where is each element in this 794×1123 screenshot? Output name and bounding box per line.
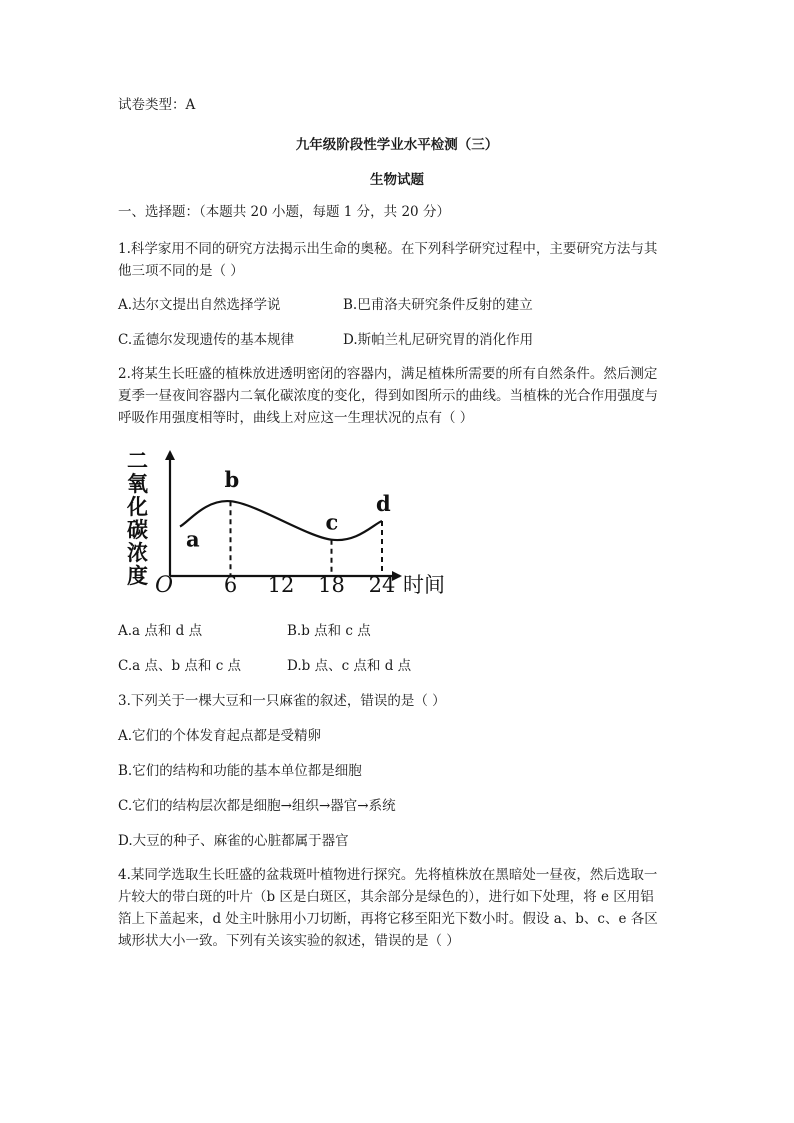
q4-stem-line-2: 片较大的带白斑的叶片（b 区是白斑区，其余部分是绿色的），进行如下处理，将 e 区用铝 <box>118 889 654 905</box>
q4-stem-line-1: 4.某同学选取生长旺盛的盆栽斑叶植物进行探究。先将植株放在黑暗处一昼夜，然后选取一 <box>118 867 658 883</box>
q1-option-b: B.巴甫洛夫研究条件反射的建立 <box>343 297 533 313</box>
y-axis-label-char: 氧 <box>127 471 148 496</box>
q3-stem: 3.下列关于一棵大豆和一只麻雀的叙述，错误的是（ ） <box>118 693 446 709</box>
q2-option-c: C.a 点、b 点和 c 点 <box>118 658 242 674</box>
q1-option-c: C.孟德尔发现遗传的基本规律 <box>118 332 295 348</box>
point-label-b: b <box>224 467 240 493</box>
y-axis-label <box>126 448 149 588</box>
y-axis-label-char: 二 <box>127 448 148 473</box>
x-tick-label: 24 <box>368 573 396 597</box>
x-tick-label: 18 <box>318 573 345 597</box>
co2-chart-svg <box>125 446 475 606</box>
y-axis-label-char: 碳 <box>127 517 148 542</box>
co2-curve <box>180 501 382 540</box>
q4-stem-line-3: 箔上下盖起来，d 处主叶脉用小刀切断，再将它移至阳光下数小时。假设 a、b、c、e 各区 <box>118 911 658 927</box>
q3-option-b: B.它们的结构和功能的基本单位都是细胞 <box>118 763 362 779</box>
x-tick-label: 12 <box>267 573 295 597</box>
q1-option-a: A.达尔文提出自然选择学说 <box>118 297 281 313</box>
y-axis-label-char: 浓 <box>127 540 148 565</box>
q1-stem-line-1: 1.科学家用不同的研究方法揭示出生命的奥秘。在下列科学研究过程中，主要研究方法与其 <box>118 241 658 257</box>
q4-stem-line-4: 域形状大小一致。下列有关该实验的叙述，错误的是（ ） <box>118 933 460 949</box>
q2-stem-line-2: 夏季一昼夜间容器内二氧化碳浓度的变化，得到如图所示的曲线。当植株的光合作用强度与 <box>118 388 658 404</box>
section-heading: 一、选择题：（本题共 20 小题，每题 1 分，共 20 分） <box>118 204 450 220</box>
point-label-d: d <box>376 491 391 516</box>
point-label-a: a <box>186 526 200 552</box>
subject-title: 生物试题 <box>370 172 424 188</box>
q2-stem-line-1: 2.将某生长旺盛的植株放进透明密闭的容器内，满足植株所需要的所有自然条件。然后测定 <box>118 366 658 382</box>
point-labels <box>186 467 391 551</box>
q1-option-d: D.斯帕兰札尼研究胃的消化作用 <box>343 332 534 348</box>
q2-stem-line-3: 呼吸作用强度相等时，曲线上对应这一生理状况的点有（ ） <box>118 410 474 426</box>
y-axis-label-char: 度 <box>127 563 148 588</box>
point-label-c: c <box>325 509 339 535</box>
paper-type: 试卷类型：A <box>118 97 196 113</box>
x-tick-label: 6 <box>223 573 238 597</box>
q3-option-a: A.它们的个体发育起点都是受精卵 <box>118 728 322 744</box>
exam-title: 九年级阶段性学业水平检测（三） <box>295 137 499 153</box>
drop-lines <box>231 501 383 576</box>
q2-option-a: A.a 点和 d 点 <box>118 623 203 639</box>
q3-option-c: C.它们的结构层次都是细胞→组织→器官→系统 <box>118 798 396 814</box>
q1-stem-line-2: 他三项不同的是（ ） <box>118 263 244 279</box>
q2-option-d: D.b 点、c 点和 d 点 <box>287 658 412 674</box>
x-axis-label: 时间 <box>403 573 445 597</box>
q2-option-b: B.b 点和 c 点 <box>287 623 371 639</box>
co2-concentration-chart <box>125 446 475 606</box>
origin-label: O <box>155 573 174 598</box>
y-axis-label-char: 化 <box>127 494 148 519</box>
q3-option-d: D.大豆的种子、麻雀的心脏都属于器官 <box>118 833 349 849</box>
